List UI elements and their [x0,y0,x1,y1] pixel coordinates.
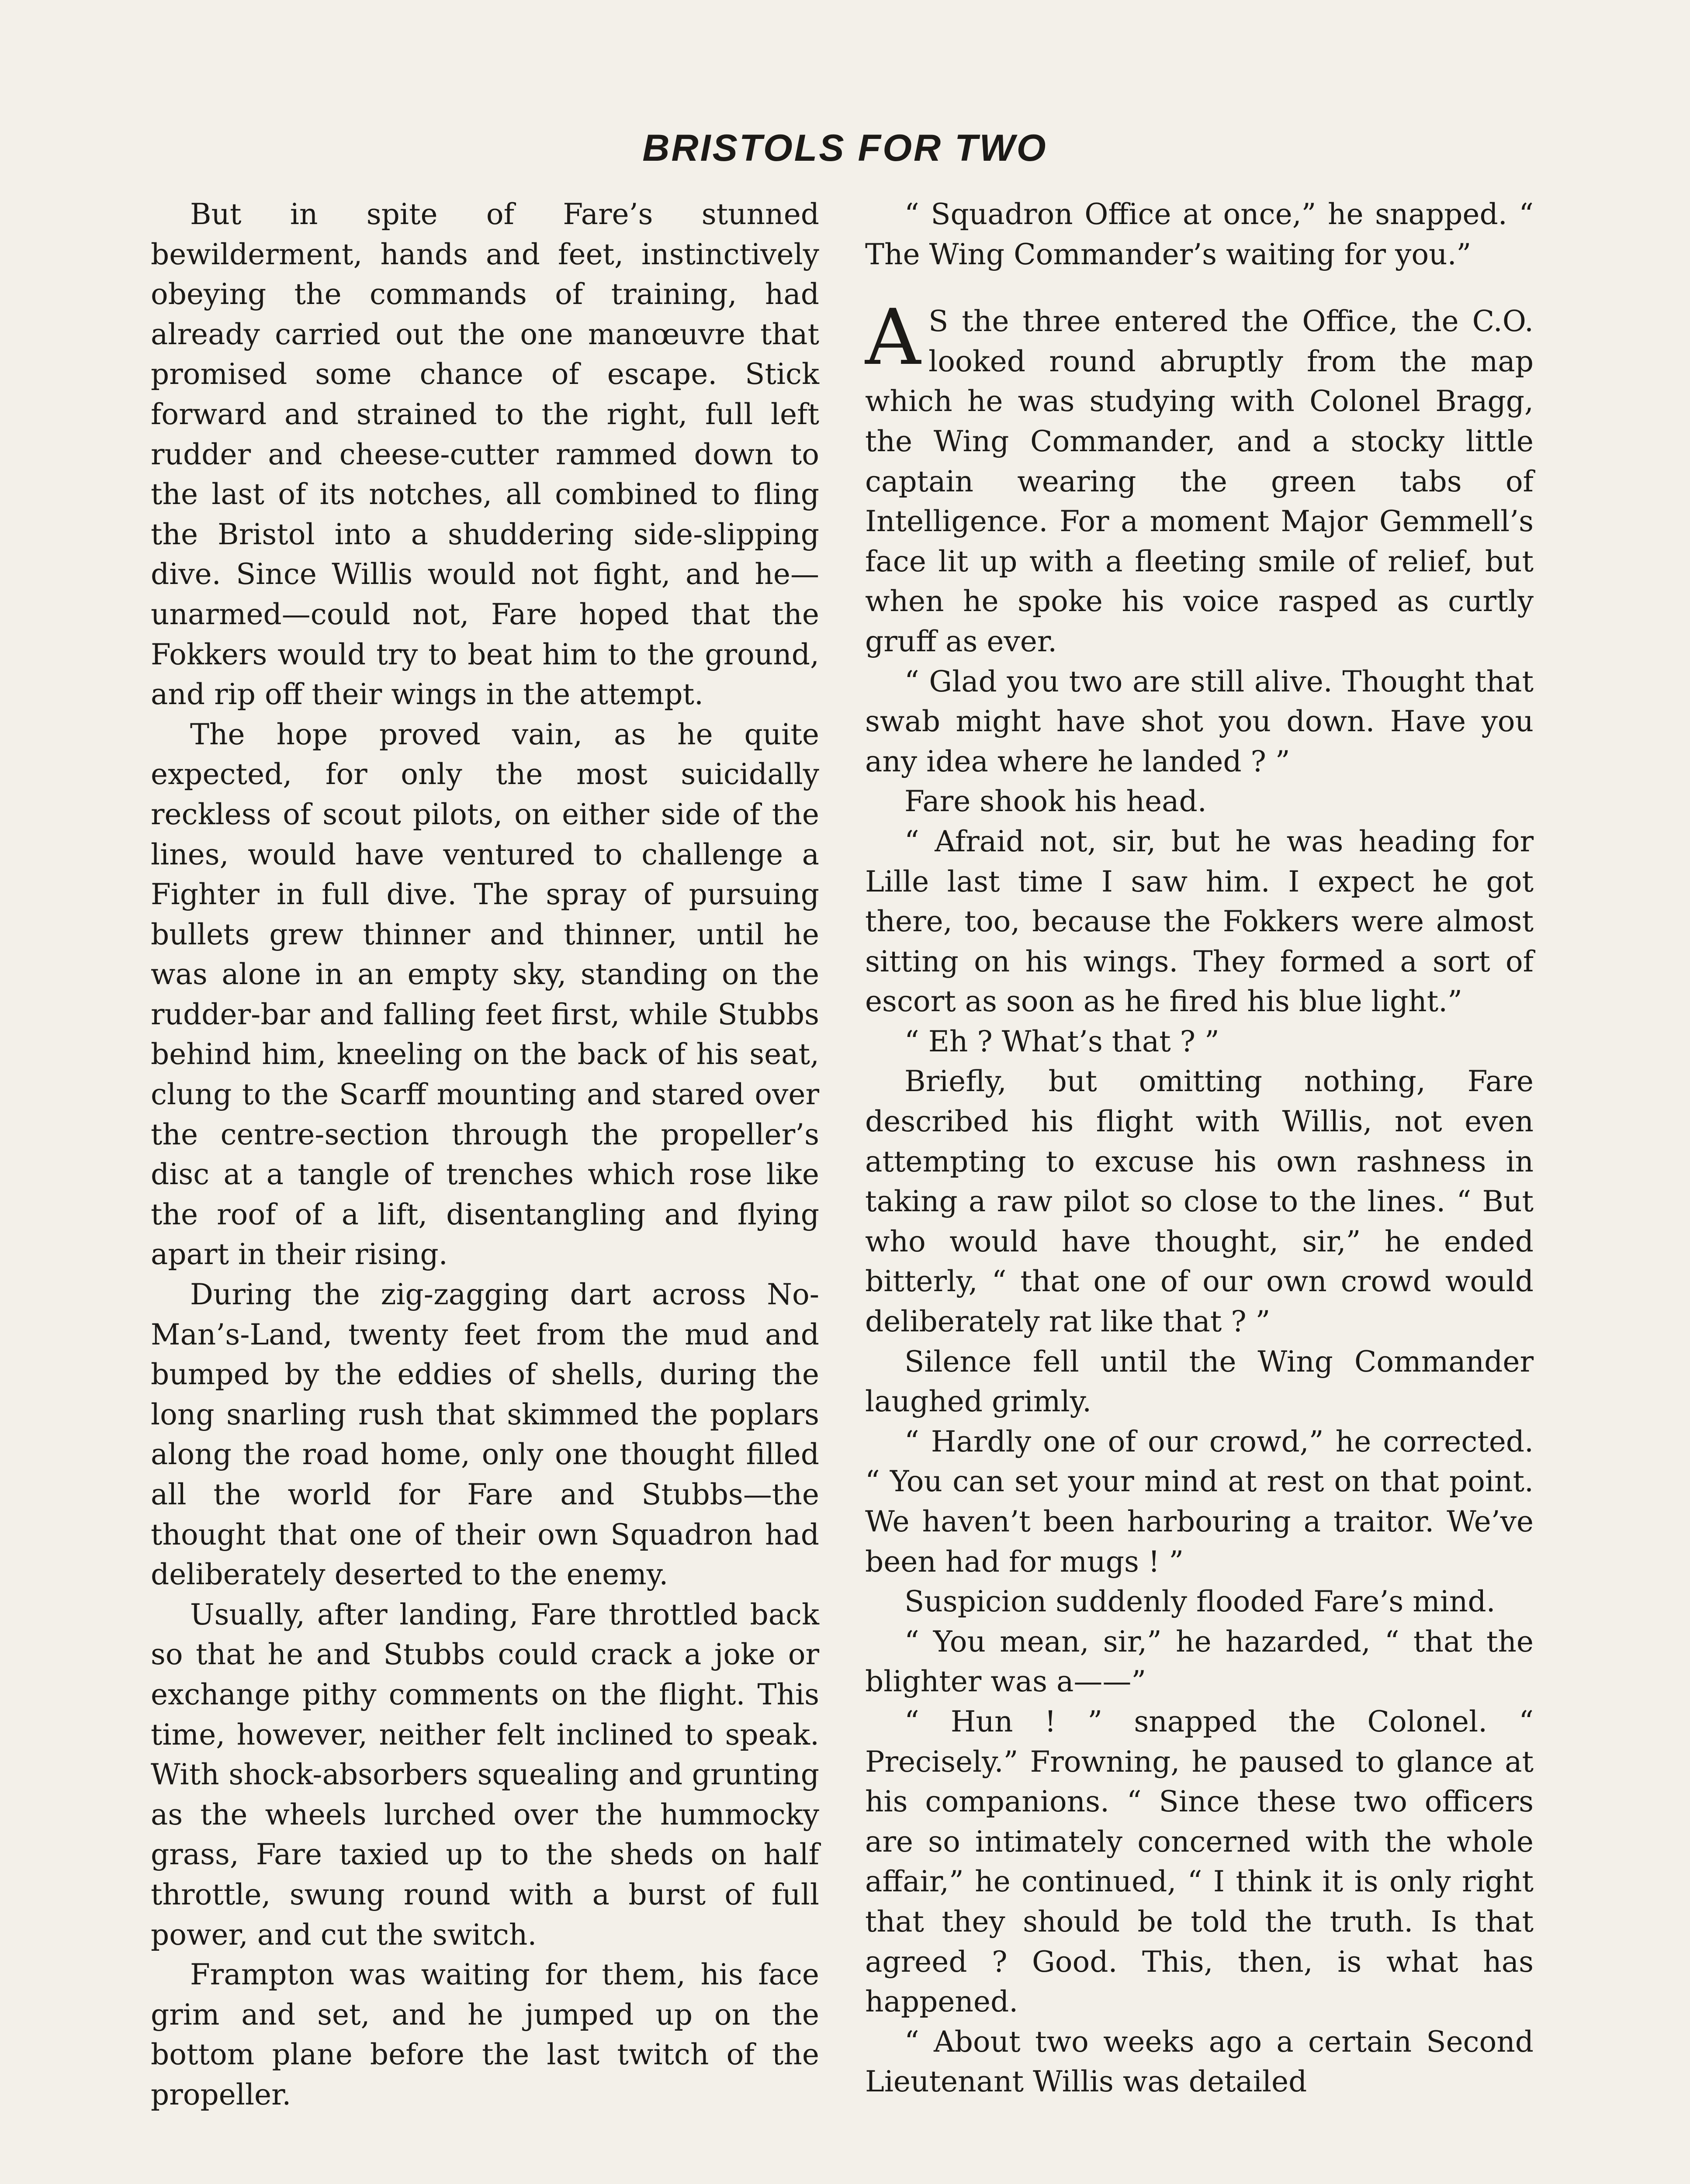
paragraph: The hope proved vain, as he quite expected, for only the most suicidally reckless of scout pilots, on either side of the lines, would have ventured to challenge a Fighter in full dive. The spray of pursuing bullets grew thinner and thinner, until he was alone in an empty sky, standing on the rudder-bar and falling feet first, while Stubbs behind him, kneeling on the back of his seat, clung to the Scarff mounting and stared over the centre-section through the propeller’s disc at a tangle of trenches which rose like the roof of a lift, disentangling and flying apart in their rising. [151,717,819,1272]
paragraph: “ Eh ? What’s that ? ” [904,1024,1219,1058]
paragraph: Usually, after landing, Fare throttled back so that he and Stubbs could crack a joke or exchange pithy comments on the flight. This time, however, neither felt inclined to speak. With shock-absorbers squealing and grunting as the wheels lurched over the hummocky grass, Fare taxied up to the sheds on half throttle, swung round with a burst of full power, and cut the switch. [151,1597,819,1952]
paragraph: “ About two weeks ago a certain Second Lieutenant Willis was detailed [865,2025,1534,2099]
paragraph: “ Hardly one of our crowd,” he corrected. “ You can set your mind at rest on that point. We haven’t been harbouring a traitor. We’ve been had for mugs ! ” [865,1424,1534,1579]
paragraph: “ Hun ! ” snapped the Colonel. “ Precisely.” Frowning, he paused to glance at his companions. “ Since these two officers are so intimately concerned with the whole affair,” he continued, “ I think it is only right that they should be told the truth. Is that agreed ? Good. This, then, is what has happened. [865,1704,1534,2019]
paragraph: But in spite of Fare’s stunned bewilderment, hands and feet, instinctively obeying the commands of training, had already carried out the one manœuvre that promised some chance of escape. Stick forward and strained to the right, full left rudder and cheese-cutter rammed down to the last of its notches, all combined to fling the Bristol into a shuddering side-slipping dive. Since Willis would not fight, and he—unarmed—could not, Fare hoped that the Fokkers would try to beat him to the ground, and rip off their wings in the attempt. [151,197,819,712]
paragraph: During the zig-zagging dart across No-Man’s-Land, twenty feet from the mud and bumped by the eddies of shells, during the long snarling rush that skimmed the poplars along the road home, only one thought filled all the world for Fare and Stubbs—the thought that one of their own Squadron had deliberately deserted to the enemy. [151,1278,819,1592]
drop-cap: A [865,293,921,383]
paragraph: Suspicion suddenly flooded Fare’s mind. [904,1585,1496,1619]
paragraph: “ Glad you two are still alive. Thought that swab might have shot you down. Have you any idea where he landed ? ” [865,664,1534,778]
paragraph: “ You mean, sir,” he hazarded, “ that the blighter was a——” [865,1624,1534,1699]
paragraph: Silence fell until the Wing Commander laughed grimly. [865,1344,1534,1419]
right-column [865,194,1534,2102]
section-opening-paragraph [865,293,1534,661]
paragraph: Briefly, but omitting nothing, Fare described his flight with Willis, not even attempting to excuse his own rashness in taking a raw pilot so close to the lines. “ But who would have thought, sir,” he ended bitterly, “ that one of our own crowd would deliberately rat like that ? ” [865,1064,1534,1339]
paragraph: Fare shook his head. [904,784,1207,819]
paragraph: Frampton was waiting for them, his face grim and set, and he jumped up on the bottom plane before the last twitch of the propeller. [151,1958,819,2111]
paragraph: “ Afraid not, sir, but he was heading for Lille last time I saw him. I expect he got there, too, because the Fokkers were almost sitting on his wings. They formed a sort of escort as soon as he fired his blue light.” [865,824,1534,1019]
running-head: BRISTOLS FOR TWO [642,127,1048,169]
left-column [151,194,819,2115]
paragraph: “ Squadron Office at once,” he snapped. “ The Wing Commander’s waiting for you.” [865,197,1534,271]
section-opening-text: S the three entered the Office, the C.O. looked round abruptly from the map which he was studying with Colonel Bragg, the Wing Commander, and a stocky little captain wearing the green tabs of Intelligence. For a moment Major Gemmell’s face lit up with a fleeting smile of relief, but when he spoke his voice rasped as curtly gruff as ever. [865,304,1534,658]
